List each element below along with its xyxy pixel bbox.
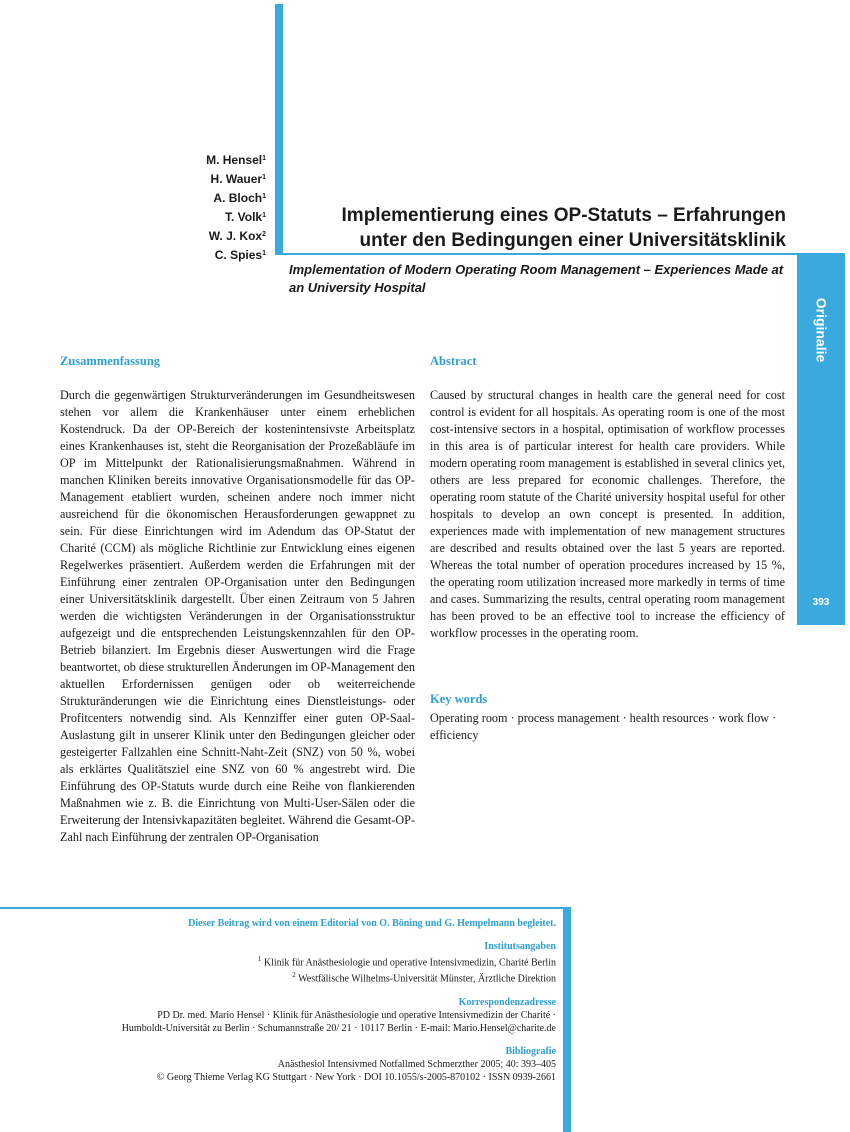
correspondence-line: PD Dr. med. Mario Hensel · Klinik für Anästhesiologie und operative Intensivmedizin der Charité · [157,1009,556,1021]
author: A. Bloch$^1$ [213,191,266,205]
keywords-text: Operating room · process management · health resources · work flow · efficiency [430,711,777,742]
title-accent-bar [275,4,283,254]
institutions-heading: Institutsangaben [484,941,556,952]
page-number: 393 [812,597,830,608]
title-german: Implementierung eines OP-Statuts – Erfahrungen unter den Bedingungen einer Universitätsklinik [341,205,786,251]
author: C. Spies$^1$ [214,248,266,262]
bibliography-line: © Georg Thieme Verlag KG Stuttgart · New York · DOI 10.1055/s-2005-870102 · ISSN 0939-2661 [156,1071,556,1083]
side-tab-label-wrap [797,255,845,405]
institution-2: $^2$ Westfälische Wilhelms-Universität Münster, Ärztliche Direktion [292,971,556,985]
author: T. Volk$^1$ [224,210,266,224]
footer-accent-bar [563,907,571,1132]
bibliography-line: Anästhesiol Intensivmed Notfallmed Schmerzther 2005; 40: 393–405 [277,1058,556,1070]
correspondence-line: Humboldt-Universität zu Berlin · Schumannstraße 20/ 21 · 10117 Berlin · E-mail: Mario.Hensel@charite.de [121,1022,556,1034]
bibliography-heading: Bibliografie [505,1045,556,1057]
abstract-text: Caused by structural changes in health care the general need for cost control is evident for all hospitals. As operating room is one of the most cost-intensive sectors in a hospital, optimisation of workflow processes in this area is of particular interest for health care providers. While modern operating room management is established in several clinics yet, others are less prepared for economic challenges. Therefore, the operating room statute of the Charité university hospital useful for other hospitals to develop an own concept is presented. In addition, experiences made with implementation of new management structures are described and results obtained over the last 5 years are reported. Whereas the total number of operation procedures increased by 15 %, the operating room utilization increased more markedly in terms of time and cases. Summarizing the results, central operating room management has been proved to be an effective tool to increase the efficiency of workflow processes in the operating room. [430,388,785,640]
author-list [100,150,266,264]
editorial-note: Dieser Beitrag wird von einem Editorial von O. Böning und G. Hempelmann begleitet. [188,918,556,929]
author: H. Wauer$^1$ [210,172,266,186]
author: W. J. Kox$^2$ [208,229,266,243]
article-type-label: Originalie [813,297,830,363]
keywords-heading: Key words [430,692,488,706]
author: M. Hensel$^1$ [206,153,266,167]
article-footer [30,917,556,1084]
zusammenfassung-text: Durch die gegenwärtigen Strukturveränderungen im Gesundheitswesen stehen vor allem die Krankenhäuser unter einem erheblichen Kostendruck. Da der OP-Bereich der kostenintensivste Arbeitsplatz eines Krankenhauses ist, steht die Reorganisation der Prozeßabläufe im OP im Mittelpunkt der Rationalisierungsmaßnahmen. Während in manchen Kliniken bereits innovative Organisationsmodelle für das OP-Management etabliert wurden, scheinen andere noch immer nicht ausreichend für die ökonomischen Herausforderungen gewappnet zu sein. Für diese Einrichtungen wird im Adendum das OP-Statut der Charité (CCM) als mögliche Richtlinie zur Entwicklung eines eigenen Regelwerkes präsentiert. Außerdem werden die Erfahrungen mit der Einführung einer zentralen OP-Organisation unter den Bedingungen einer Universitätsklinik dargestellt. Über einen Zeitraum von 5 Jahren werden die wichtigsten Veränderungen in der Organisationsstruktur aufgezeigt und die entsprechenden Leistungskennzahlen für den OP-Betrieb bilanziert. Im Ergebnis dieser Auswertungen wird die Frage beantwortet, ob diese strukturellen Änderungen im OP-Management den aktuellen Erfordernissen genügen oder ob weiterreichende Strukturänderungen wie die Einrichtung eines Dienstleistungs- oder Profitcenters notwendig sind. Als Kennziffer einer guten OP-Saal-Auslastung gilt in unserer Klinik unter den Bedingungen gleicher oder gesteigerter Fallzahlen eine Schnitt-Naht-Zeit (SNZ) von 50 %, wobei als erklärtes Qualitätsziel eine SNZ von 60 % angestrebt wird. Die Einführung des OP-Statuts wurde durch eine Reihe von flankierenden Maßnahmen wie z. B. die Einrichtung von Multi-User-Sälen oder die Erweiterung der Intensivkapazitäten begleitet. Während die Gesamt-OP-Zahl nach Einführung der zentralen OP-Organisation [60,388,415,844]
zusammenfassung-heading: Zusammenfassung [60,354,161,368]
footer-divider [0,907,566,909]
title-divider [275,253,845,255]
abstract-heading: Abstract [430,354,477,368]
title-english: Implementation of Modern Operating Room Management – Experiences Made at an University Hospital [289,262,784,295]
correspondence-heading: Korrespondenzadresse [458,996,556,1008]
institution-1: $^1$ Klinik für Anästhesiologie und operative Intensivmedizin, Charité Berlin [257,955,556,969]
